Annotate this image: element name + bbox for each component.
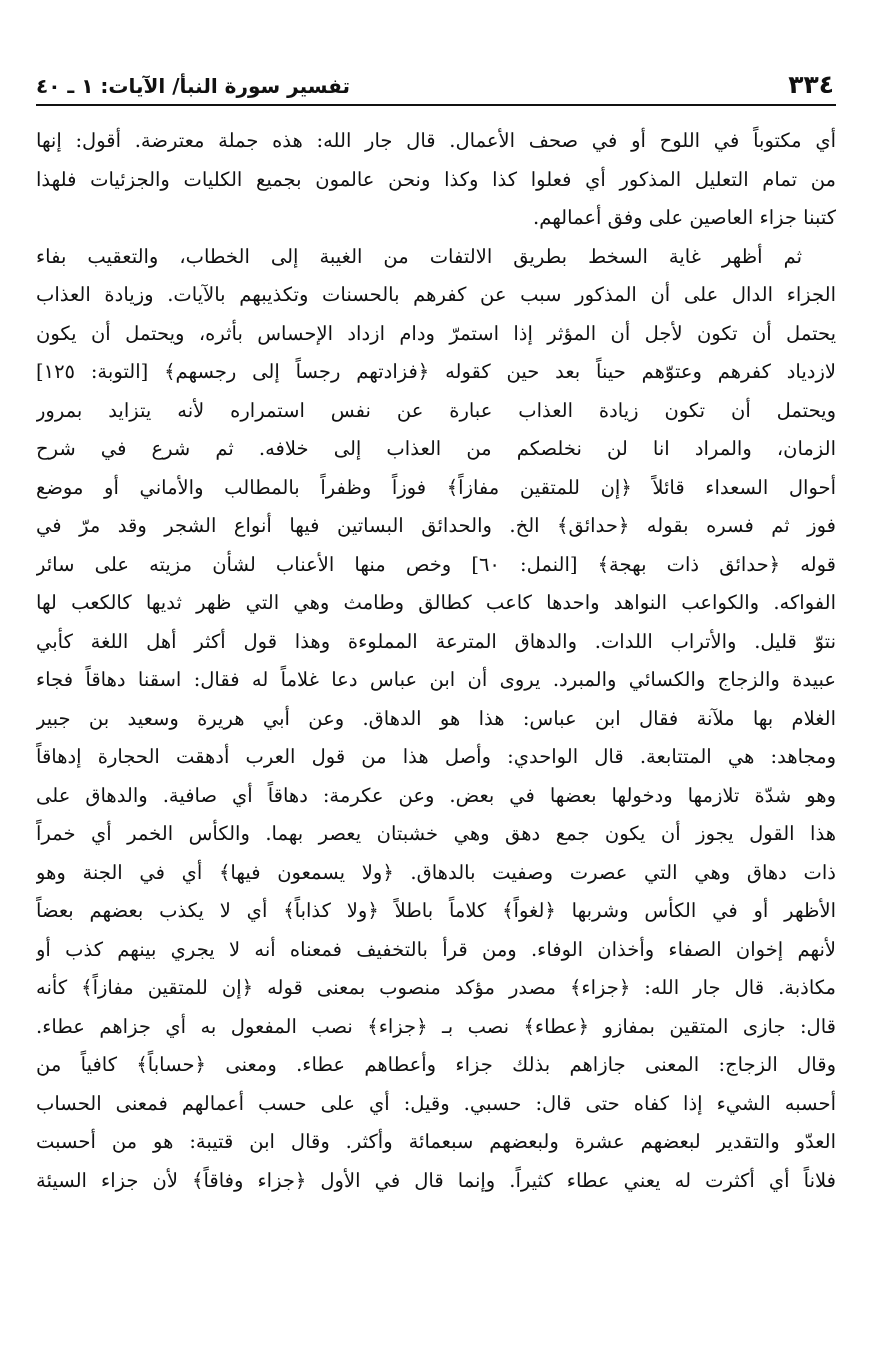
text-line: الغلام بها ملآنة فقال ابن عباس: هذا هو الدهاق. وعن أبي هريرة وسعيد بن جبير: [36, 706, 836, 730]
text-line: ثم أظهر غاية السخط بطريق الالتفات من الغيبة إلى الخطاب، والتعقيب بفاء: [36, 244, 802, 268]
text-line: قوله ﴿حدائق ذات بهجة﴾ [النمل: ٦٠] وخص منها الأعناب لشأن مزيته على سائر: [36, 552, 836, 576]
text-line: وقال الزجاج: المعنى جازاهم بذلك جزاء وأعطاهم عطاء. ومعنى ﴿حساباً﴾ كافياً من: [36, 1053, 836, 1076]
text-line: يحتمل أن تكون لأجل أن المؤثر إذا استمرّ ودام ازداد الإحساس بأثره، ويحتمل أن يكون: [36, 321, 836, 345]
text-line: كتبنا جزاء العاصين على وفق أعمالهم.: [533, 206, 836, 229]
text-line: نتوّ قليل. والأتراب اللدات. والدهاق المترعة المملوءة وهذا قول أكثر أهل اللغة كأبي: [36, 629, 836, 653]
text-line: فلاناً أي أكثرت له يعني عطاء كثيراً. وإنما قال في الأول ﴿جزاء وفاقاً﴾ لأن جزاء السيئة: [36, 1168, 836, 1192]
text-line: أحوال السعداء قائلاً ﴿إن للمتقين مفازاً﴾ فوزاً وظفراً بالمطالب والأماني أو موضع: [36, 475, 836, 499]
text-line: العدّو والتقدير لبعضهم عشرة ولبعضهم سبعمائة وأكثر. وقال ابن قتيبة: هو من أحسبت: [36, 1130, 836, 1153]
text-line: الزمان، والمراد انا لن نخلصكم من العذاب إلى خلافه. ثم شرع في شرح: [36, 437, 836, 460]
page-number: ٣٣٤: [788, 70, 834, 99]
text-line: مكاذبة. قال جار الله: ﴿جزاء﴾ مصدر مؤكد منصوب بمعنى قوله ﴿إن للمتقين مفازاً﴾ كأنه: [36, 976, 836, 999]
text-line: لأنهم إخوان الصفاء وأخذان الوفاء. ومن قرأ بالتخفيف فمعناه أنه لا يجري بينهم كذب أو: [36, 937, 836, 961]
text-line: وهو شدّة تلازمها ودخولها بعضها في بعض. وعن عكرمة: دهاقاً أي صافية. والدهاق على: [36, 783, 836, 807]
text-line: الأظهر أو في الكأس وشربها ﴿لغواً﴾ كلاماً باطلاً ﴿ولا كذاباً﴾ أي لا يكذب بعضهم بعضاً: [36, 899, 836, 922]
text-line: من تمام التعليل المذكور أي فعلوا كذا وكذا ونحن عالمون بجميع الكليات والجزئيات فلهذا: [36, 167, 836, 191]
text-line: ومجاهد: هي المتتابعة. قال الواحدي: وأصل هذا من قول العرب أدهقت الحجارة إدهاقاً: [36, 745, 836, 768]
text-line: عبيدة والزجاج والكسائي والمبرد. يروى أن ابن عباس دعا غلاماً له فقال: اسقنا دهاقاً فجاء: [36, 668, 836, 691]
text-line: فوز ثم فسره بقوله ﴿حدائق﴾ الخ. والحدائق البساتين فيها أنواع الشجر وقد مرّ في: [36, 514, 836, 537]
text-line: أي مكتوباً في اللوح أو في صحف الأعمال. قال جار الله: هذه جملة معترضة. أقول: إنها: [36, 129, 836, 152]
text-line: لازدياد كفرهم وعتوّهم حيناً بعد حين كقوله ﴿فزادتهم رجساً إلى رجسهم﴾ [التوبة: ١٢٥]: [36, 360, 836, 383]
text-line: ويحتمل أن تكون زيادة العذاب عبارة عن نفس استمراره لأنه يتزايد بمرور: [36, 398, 836, 422]
text-line: الفواكه. والكواعب النواهد واحدها كاعب كطالق وطامث وهي التي ظهر ثديها كالكعب لها: [36, 591, 836, 614]
text-line: الجزاء الدال على أن المذكور سبب عن كفرهم بالحسنات وتكذيبهم بالآيات. وزيادة العذاب: [36, 283, 836, 306]
body-text: [36, 122, 836, 1200]
text-line: أحسبه الشيء إذا كفاه حتى قال: حسبي. وقيل: أي على حسب أعمالهم فمعنى الحساب: [36, 1091, 836, 1115]
text-line: ذات دهاق وهي التي عصرت وصفيت بالدهاق. ﴿ولا يسمعون فيها﴾ أي في الجنة وهو: [36, 860, 836, 884]
page-header: [36, 64, 836, 104]
text-line: هذا القول يجوز أن يكون جمع دهق وهي خشبتان يعصر بهما. والكأس الخمر أي خمراً: [36, 822, 836, 845]
header-divider: [36, 104, 836, 106]
text-line: قال: جازى المتقين بمفازو ﴿عطاء﴾ نصب بـ ﴿جزاء﴾ نصب المفعول به أي جزاهم عطاء.: [36, 1014, 836, 1038]
running-title: تفسير سورة النبأ/ الآيات: ١ ـ ٤٠: [36, 74, 351, 98]
